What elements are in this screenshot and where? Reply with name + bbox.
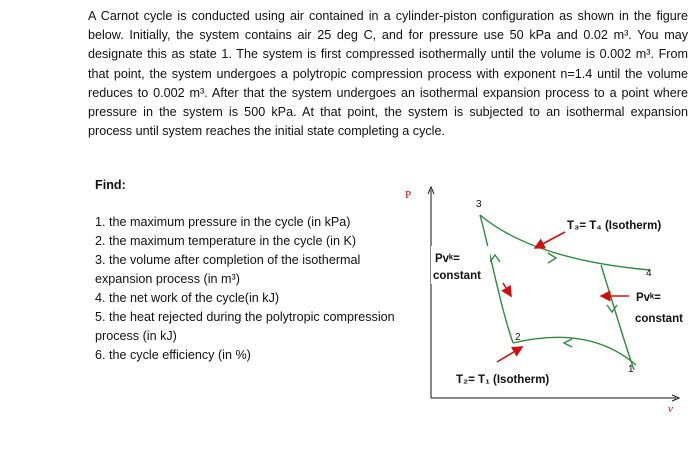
isotherm-1-2-curve <box>513 337 636 365</box>
p-axis-label: P <box>405 189 412 201</box>
pointer-bottom-isotherm <box>497 347 522 362</box>
direction-arrow-bottom <box>564 339 572 347</box>
label-left-poly-eq: Pvᵏ= <box>435 253 460 265</box>
v-axis-label: v <box>668 403 673 415</box>
state-label-3: 3 <box>476 199 482 210</box>
label-right-poly-eq: Pvᵏ= <box>636 292 661 304</box>
state-label-2: 2 <box>515 332 521 343</box>
question-item: 2. the maximum temperature in the cycle (in K) <box>95 234 357 248</box>
label-right-poly-word: constant <box>635 313 683 325</box>
question-item: 1. the maximum pressure in the cycle (in kPa) <box>95 215 351 229</box>
question-item: 5. the heat rejected during the polytropic compression process (in kJ) <box>95 310 395 343</box>
direction-arrow-left <box>490 255 500 262</box>
find-heading: Find: <box>95 178 126 192</box>
label-left-poly-word: constant <box>433 270 481 282</box>
state-label-4: 4 <box>646 268 652 279</box>
label-bottom-isotherm: T₂= T₁ (Isotherm) <box>456 374 550 386</box>
pointer-top-isotherm <box>535 232 565 248</box>
direction-arrow-top <box>548 253 556 263</box>
question-item: 4. the net work of the cycle(in kJ) <box>95 291 280 305</box>
pointer-left-polytropic <box>503 283 511 296</box>
label-top-isotherm: T₃= T₄ (Isotherm) <box>567 220 662 232</box>
question-item: 3. the volume after completion of the isothermal expansion process (in m³) <box>95 253 361 286</box>
polytropic-4-1-curve <box>601 265 634 370</box>
question-item: 6. the cycle efficiency (in %) <box>95 348 251 362</box>
state-label-1: 1 <box>628 364 634 375</box>
problem-statement: A Carnot cycle is conducted using air contained in a cylinder-piston configuration as shown in the figure below. Initially, the system contains air 25 deg C, and for pressure use 50 kPa and 0.02 m³. You may designate this as state 1. The system is first compressed isothermally until the volume is 0.002 m³. From that point, the system undergoes a polytropic compression process with exponent n=1.4 until the volume reduces to 0.002 m³. After that the system undergoes an isothermal expansion process to a point where pressure in the system is 500 kPa. At that point, the system is subjected to an isothermal expansion process until system reaches the initial state completing a cycle. <box>88 9 688 139</box>
